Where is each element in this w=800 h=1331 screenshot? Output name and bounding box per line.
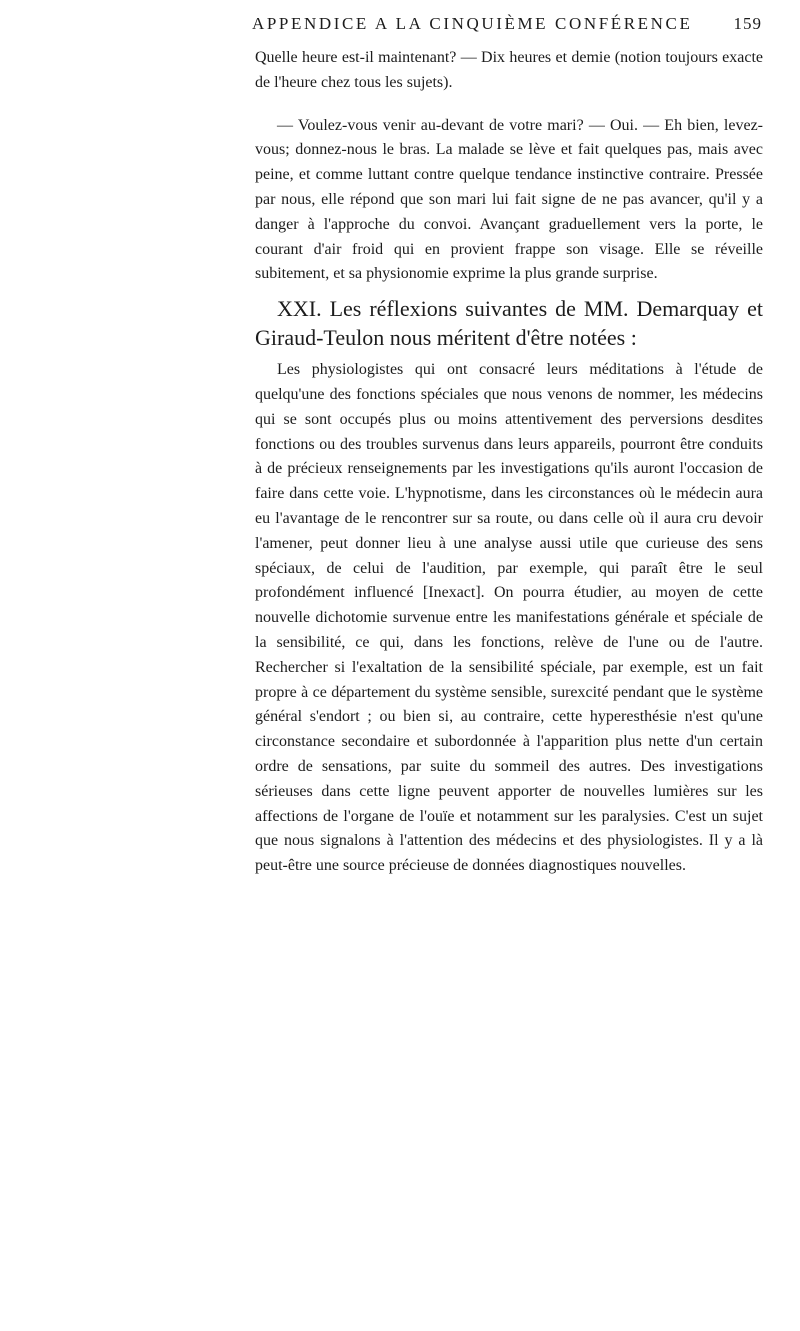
- paragraph-time-question: Quelle heure est-il maintenant? — Dix heures et demie (notion toujours exacte de l'heure chez tous les sujets).: [255, 49, 763, 91]
- paragraph-physiologists: Les physiologistes qui ont consacré leurs méditations à l'étude de quelqu'une des fonctions spéciales que nous venons de nommer, les médecins qui se sont occupés plus ou moins attentivement des perversions desdites fonctions ou des troubles survenus dans leurs appareils, pourront être conduits à de précieux renseignements par les investigations qu'ils auront l'occasion de faire dans cette voie. L'hypnotisme, dans les circonstances où le médecin aura eu l'avantage de le rencontrer sur sa route, ou dans celle où il aura cru devoir l'amener, peut donner lieu à une analyse aussi utile que curieuse des sens spéciaux, de celui de l'audition, par exemple, qui paraît être le seul profondément influencé [Inexact]. On pourra étudier, au moyen de cette nouvelle dichotomie survenue entre les manifestations générale et spéciale de la sensibilité, ce qui, dans les fonctions, relève de l'une ou de l'autre. Rechercher si l'exaltation de la sensibilité spéciale, par exemple, est un fait propre à ce département du système sensible, surexcité pendant que le système général s'endort ; ou bien si, au contraire, cette hyperesthésie n'est qu'une circonstance secondaire et subordonnée à l'apparition plus nette d'un certain ordre de sensations, par suite du sommeil des autres. Des investigations sérieuses dans cette ligne peuvent apporter de nouvelles lumières sur les affections de l'organe de l'ouïe et notamment sur les paralysies. C'est un sujet que nous signalons à l'attention des médecins et des physiologistes. Il y a là peut-être une source précieuse de données diagnostiques nouvelles.: [255, 361, 763, 875]
- page-number: 159: [733, 14, 762, 33]
- running-head: [252, 14, 762, 34]
- body-text: [255, 46, 763, 879]
- paragraph-husband-dialogue: — Voulez-vous venir au-devant de votre mari? — Oui. — Eh bien, levez-vous; donnez-nous le bras. La malade se lève et fait quelques pas, mais avec peine, et comme luttant contre quelque tendance instinctive contraire. Pressée par nous, elle répond que son mari lui fait signe de ne pas avancer, qu'il y a danger à l'approche du convoi. Avançant graduellement vers la porte, le courant d'air froid qui en provient frappe son visage. Elle se réveille subitement, et sa physionomie exprime la plus grande surprise.: [255, 116, 763, 283]
- section-heading: XXI. Les réflexions suivantes de MM. Demarquay et Giraud-Teulon nous méritent d'être notées :: [255, 296, 763, 351]
- running-title: APPENDICE A LA CINQUIÈME CONFÉRENCE: [252, 14, 693, 33]
- paragraph-gap: [255, 96, 763, 114]
